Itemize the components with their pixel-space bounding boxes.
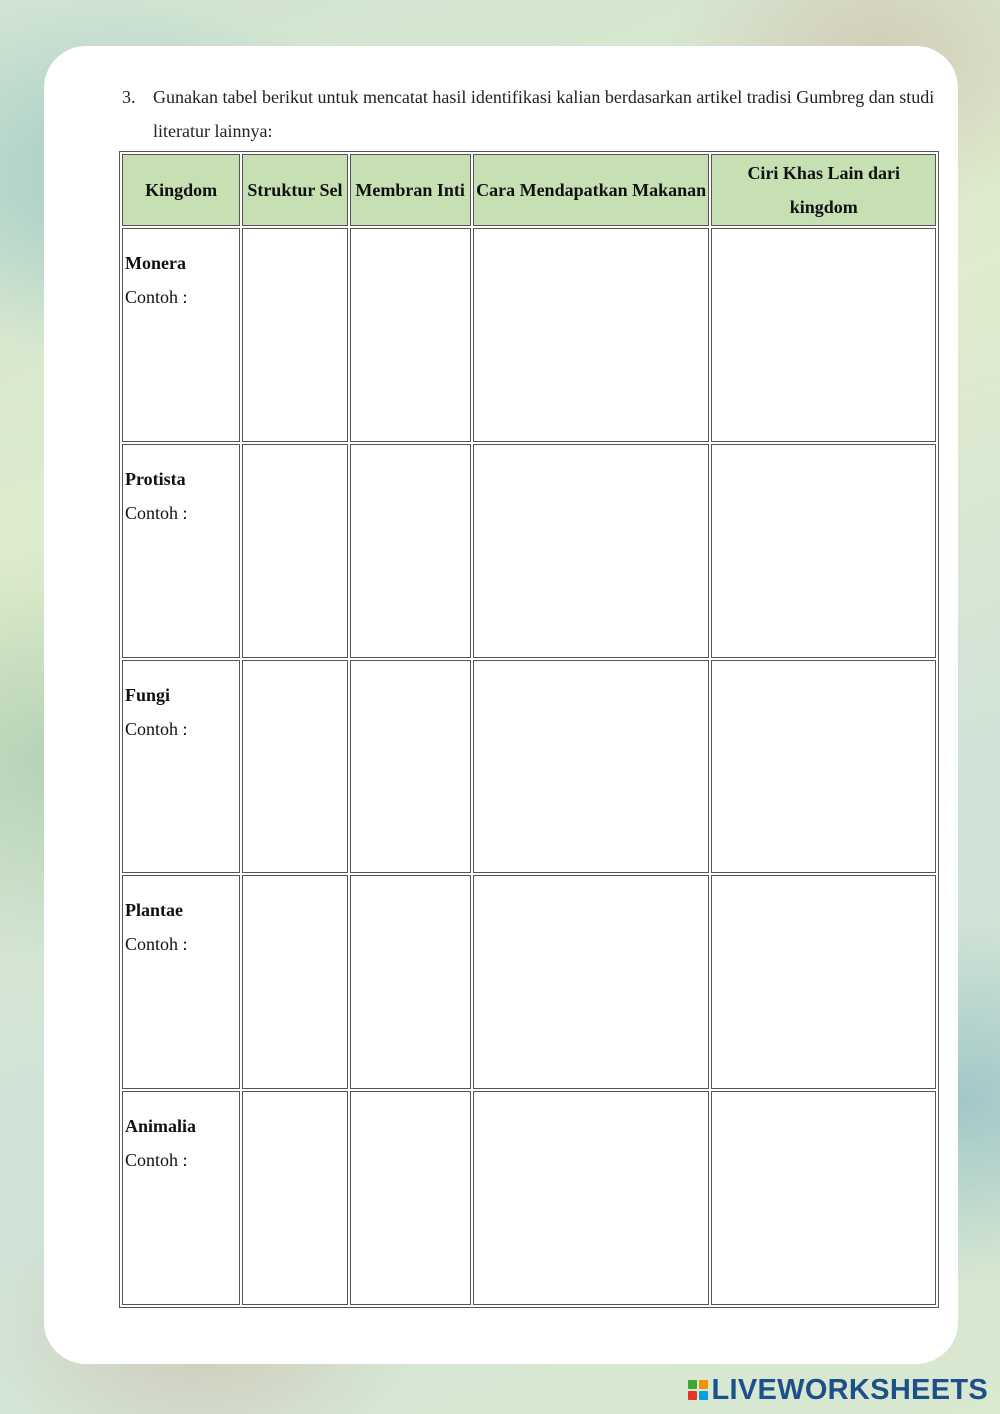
table-row (122, 875, 936, 1089)
liveworksheets-mark-icon (688, 1380, 708, 1400)
example-field[interactable]: Contoh : (125, 1150, 188, 1171)
cara-makan-field[interactable] (473, 660, 710, 874)
kingdom-name: Fungi (125, 684, 171, 705)
kingdom-cell (122, 875, 240, 1089)
example-field[interactable]: Contoh : (125, 718, 188, 739)
struktur-sel-field[interactable] (242, 228, 347, 442)
instruction-number: 3. (122, 87, 136, 107)
ciri-khas-field[interactable] (711, 1091, 936, 1305)
example-field[interactable]: Contoh : (125, 502, 188, 523)
kingdom-name: Monera (125, 253, 186, 273)
membran-inti-field[interactable] (350, 444, 471, 658)
kingdom-name: Protista (125, 468, 186, 489)
struktur-sel-field[interactable] (242, 875, 347, 1089)
kingdom-cell (122, 228, 240, 442)
membran-inti-field[interactable] (350, 1091, 471, 1305)
membran-inti-field[interactable] (350, 228, 471, 442)
ciri-khas-field[interactable] (711, 660, 936, 874)
header-membran-inti: Membran Inti (350, 154, 471, 226)
kingdom-cell (122, 1091, 240, 1305)
membran-inti-field[interactable] (350, 660, 471, 874)
liveworksheets-logo (688, 1372, 989, 1408)
header-kingdom: Kingdom (122, 154, 240, 226)
kingdom-name: Animalia (125, 1116, 197, 1137)
ciri-khas-field[interactable] (711, 875, 936, 1089)
table-row (122, 228, 936, 442)
header-struktur-sel: Struktur Sel (242, 154, 347, 226)
table-header-row (122, 154, 936, 226)
struktur-sel-field[interactable] (242, 1091, 347, 1305)
kingdom-cell (122, 444, 240, 658)
table-row (122, 660, 936, 874)
example-field[interactable]: Contoh : (125, 287, 188, 307)
table-row (122, 1091, 936, 1305)
ciri-khas-field[interactable] (711, 228, 936, 442)
struktur-sel-field[interactable] (242, 660, 347, 874)
membran-inti-field[interactable] (350, 875, 471, 1089)
kingdom-name: Plantae (125, 900, 183, 921)
header-ciri-khas: Ciri Khas Lain dari kingdom (711, 154, 936, 226)
kingdom-table (119, 151, 939, 1308)
cara-makan-field[interactable] (473, 444, 710, 658)
cara-makan-field[interactable] (473, 1091, 710, 1305)
header-cara-mendapatkan-makanan: Cara Mendapatkan Makanan (473, 154, 710, 226)
instruction (122, 80, 952, 148)
example-field[interactable]: Contoh : (125, 934, 188, 955)
logo-text: LIVEWORKSHEETS (711, 1373, 988, 1406)
struktur-sel-field[interactable] (242, 444, 347, 658)
table-row (122, 444, 936, 658)
cara-makan-field[interactable] (473, 875, 710, 1089)
ciri-khas-field[interactable] (711, 444, 936, 658)
instruction-text: Gunakan tabel berikut untuk mencatat hasil identifikasi kalian berdasarkan artikel tradisi Gumbreg dan studi literatur lainnya: (153, 87, 935, 141)
cara-makan-field[interactable] (473, 228, 710, 442)
kingdom-cell (122, 660, 240, 874)
